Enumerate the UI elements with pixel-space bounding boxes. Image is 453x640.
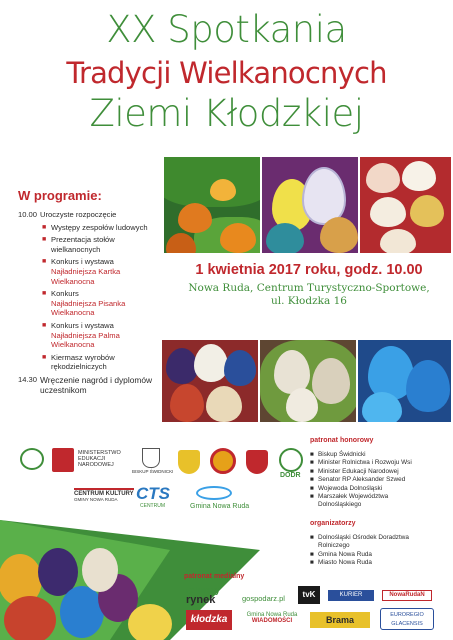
- program-item: [42, 321, 163, 350]
- program-item-awards: [18, 375, 163, 395]
- bullet-icon: ■: [42, 321, 47, 329]
- bullet-icon: ■: [42, 290, 47, 298]
- program-time: 10.00: [18, 210, 38, 219]
- bishop-crest-icon: [142, 448, 160, 468]
- program-item: [42, 223, 163, 233]
- program-text: Konkurs Najładniejsza Pisanka Wielkanocna: [51, 289, 126, 318]
- brama-logo: Brama: [310, 612, 370, 628]
- organizers-heading: organizatorzy: [310, 520, 356, 527]
- egg-photo-strip-top: [162, 155, 453, 255]
- program-text: Wręczenie nagród i dyplomów uczestnikom: [40, 374, 153, 395]
- gmina-w-text: Gmina Nowa Ruda: [246, 612, 298, 618]
- crest-red-icon: [246, 450, 268, 474]
- list-item: ■ Minister Edukacji Narodowej: [310, 467, 399, 475]
- program-text: Konkurs i wystawa Najładniejsza Palma Wielkanocna: [51, 320, 120, 350]
- event-date: 1 kwietnia 2017 roku, godz. 10.00: [195, 262, 423, 278]
- title-line-2: Tradycji Wielkanocnych: [66, 56, 387, 90]
- program-text: Uroczyste rozpoczęcie: [40, 210, 117, 219]
- bullet-icon: ■: [42, 258, 47, 266]
- bullet-icon: ■: [42, 223, 47, 231]
- list-item: ■ Dolnośląski Ośrodek Doradztwa Rolniczego: [310, 534, 409, 550]
- arms-logo: [20, 448, 44, 470]
- sun-emblem-icon: [210, 448, 236, 474]
- honorary-list: [310, 451, 450, 510]
- dodr-logo-text: DODR: [280, 472, 301, 479]
- program-text: Prezentacja stołów wielkanocnych: [51, 235, 115, 254]
- organizers-list: [310, 534, 420, 568]
- program-text: Konkurs i wystawa Najładniejsza Kartka Wielkanocna: [51, 257, 121, 286]
- kurier-logo: KURIER: [328, 590, 374, 601]
- ck-sub: GMINY NOWA RUDA: [74, 497, 118, 502]
- cts-sub: CENTRUM: [140, 503, 165, 509]
- photo-painted-eggs: [260, 155, 360, 255]
- program-time: 14.30: [18, 374, 38, 384]
- photo-eggs-grass: [162, 155, 262, 255]
- klodzka-logo: kłodzka: [186, 610, 232, 630]
- program-item: [42, 257, 163, 286]
- list-item: ■ Wojewoda Dolnośląski: [310, 484, 383, 492]
- title-line-1: XX Spotkania: [106, 8, 347, 51]
- photo-lace-eggs: [258, 338, 358, 424]
- program-item: [42, 289, 163, 318]
- venue-line: ul. Kłodzka 16: [271, 295, 347, 307]
- list-item: ■ Miasto Nowa Ruda: [310, 559, 372, 567]
- bullet-icon: ■: [42, 353, 47, 361]
- program-item: [42, 235, 163, 254]
- nowaruda-logo: NowaRudaN: [382, 590, 432, 601]
- rolniczy-rynek-logo: [186, 585, 220, 605]
- gmina-wiadomosci-logo: [244, 612, 300, 624]
- program-text: Występy zespołów ludowych: [51, 222, 148, 232]
- wiadomosci-text: WIADOMOŚCI: [251, 618, 293, 624]
- title-line-3: Ziemi Kłodzkiej: [89, 92, 364, 135]
- ministry-edu-logo: MINISTERSTWO EDUKACJI NARODOWEJ: [78, 450, 121, 468]
- list-item: ■ Senator RP Aleksander Szwed: [310, 476, 406, 484]
- program-heading: W programie:: [18, 188, 102, 203]
- list-item: ■ Marszałek Województwa Dolnośląskiego: [310, 493, 389, 509]
- list-item: ■ Biskup Świdnicki: [310, 451, 366, 458]
- egg-photo-strip-middle: [160, 338, 453, 424]
- honorary-heading: patronat honorowy: [310, 437, 374, 444]
- list-item: ■ Minister Rolnictwa i Rozwoju Wsi: [310, 459, 412, 467]
- venue-line: Nowa Ruda, Centrum Turystyczno-Sportowe,: [188, 282, 430, 294]
- ck-name: CENTRUM KULTURY: [74, 491, 134, 497]
- photo-blue-eggs: [356, 338, 453, 424]
- media-heading: patronat medialny: [184, 573, 245, 580]
- cts-logo: CTS: [136, 484, 170, 503]
- program-item-start: [18, 210, 163, 220]
- gmina-swoosh-icon: [196, 486, 232, 500]
- tvk-logo: tvK: [298, 586, 320, 604]
- centrum-kultury-logo: [74, 488, 134, 502]
- program-item: [42, 353, 163, 372]
- event-venue: [170, 282, 448, 308]
- program-text: Kiermasz wyrobów rękodzielniczych: [51, 352, 115, 372]
- list-item: ■ Gmina Nowa Ruda: [310, 550, 372, 558]
- euroregio-logo: EUROREGIO GLACENSIS: [380, 608, 434, 630]
- rynek-text: rynek: [186, 594, 216, 606]
- eagle-emblem-icon: [52, 448, 74, 472]
- photo-decorated-eggs: [358, 155, 453, 255]
- gospodarz-logo: gospodarz.pl: [242, 594, 285, 603]
- biskup-logo-text: BISKUP ŚWIDNICKI: [132, 469, 174, 474]
- crest-yellow-icon: [178, 450, 200, 474]
- bullet-icon: ■: [42, 236, 47, 244]
- photo-egg-basket: [160, 338, 260, 424]
- rolniczy-text: rolniczy: [186, 585, 221, 595]
- gmina-logo-text: Gmina Nowa Ruda: [190, 503, 250, 510]
- program-list: [18, 210, 163, 398]
- dodr-emblem-icon: [279, 448, 303, 472]
